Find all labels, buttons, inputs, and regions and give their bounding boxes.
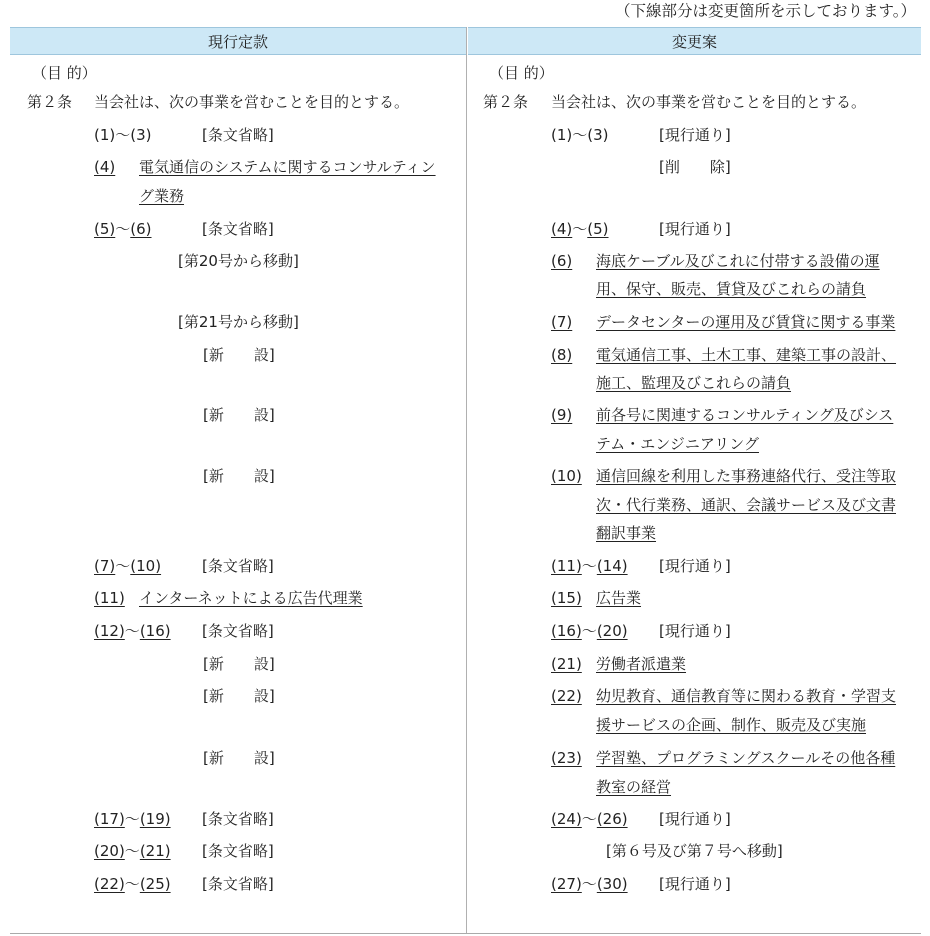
item-text: [条文省略] [202,810,274,828]
item-number: (9) [551,406,573,424]
item-text: [新 設] [203,467,275,485]
range-end: (30) [596,875,628,893]
item-text: [現行通り] [659,557,731,575]
section-title: （目 的） [32,64,97,82]
range-separator: 〜 [115,557,131,575]
range-start: (17) [94,810,125,828]
header-proposed: 変更案 [468,27,921,55]
item-text: [条文省略] [202,622,274,640]
item-text: [条文省略] [202,842,274,860]
item-text: 海底ケーブル及びこれに付帯する設備の運 [596,252,880,270]
item-text: 学習塾、プログラミングスクールその他各種 [596,749,896,767]
range-separator: 〜 [581,875,597,893]
item-text: テム・エンジニアリング [596,435,759,453]
item-text: [新 設] [203,749,275,767]
item-text: データセンターの運用及び賃貸に関する事業 [596,313,896,331]
range-start: (12) [94,622,125,640]
item-number-range [551,218,609,240]
item-number: (1)〜(3) [94,126,152,144]
item-text: [条文省略] [202,557,274,575]
range-start: (11) [551,557,582,575]
item-text: 援サービスの企画、制作、販売及び実施 [596,716,867,734]
header-current: 現行定款 [10,27,466,55]
item-number: (21) [551,655,582,673]
item-text: インターネットによる広告代理業 [139,589,363,607]
item-text: [削 除] [659,158,731,176]
item-number-range [551,620,628,642]
item-text: 翻訳事業 [596,524,657,542]
range-separator: 〜 [115,220,131,238]
item-text: [条文省略] [202,220,274,238]
range-separator: 〜 [581,810,597,828]
item-number-range [94,808,171,830]
item-text: 用、保守、販売、賃貸及びこれらの請負 [596,280,867,298]
article-number: 第２条 [27,93,73,111]
item-number: (23) [551,749,582,767]
range-separator: 〜 [124,810,140,828]
item-text: 電気通信工事、土木工事、建築工事の設計、 [596,346,897,364]
item-text: [条文省略] [202,126,274,144]
range-separator: 〜 [124,842,140,860]
item-text: [新 設] [203,346,275,364]
item-text: 次・代行業務、通訳、会議サービス及び文書 [596,496,897,514]
item-text: [現行通り] [659,126,731,144]
range-start: (4) [551,220,573,238]
item-text: 教室の経営 [596,778,672,796]
item-text: [現行通り] [659,810,731,828]
range-end: (14) [596,557,628,575]
item-text: [新 設] [203,406,275,424]
item-text: [新 設] [203,655,275,673]
range-end: (6) [130,220,152,238]
range-separator: 〜 [124,622,140,640]
range-separator: 〜 [581,557,597,575]
item-number: (10) [551,467,582,485]
article-number: 第２条 [483,93,529,111]
item-number: (22) [551,687,582,705]
item-number-range [94,873,171,895]
bottom-rule [10,933,921,934]
range-start: (16) [551,622,582,640]
range-end: (10) [130,557,162,575]
range-separator: 〜 [572,220,588,238]
item-number-range [94,620,171,642]
item-text: [第21号から移動] [178,313,299,331]
item-text: 施工、監理及びこれらの請負 [596,374,792,392]
item-number: (6) [551,252,573,270]
range-separator: 〜 [124,875,140,893]
item-number: (1)〜(3) [551,126,609,144]
range-end: (5) [587,220,609,238]
range-end: (16) [139,622,171,640]
item-number: (7) [551,313,573,331]
range-end: (26) [596,810,628,828]
item-text: グ業務 [139,187,185,205]
item-text: 前各号に関連するコンサルティング及びシス [596,406,894,424]
item-text: [現行通り] [659,875,731,893]
range-start: (7) [94,557,116,575]
article-text: 当会社は、次の事業を営むことを目的とする。 [94,93,410,111]
item-text: [現行通り] [659,220,731,238]
item-number: (15) [551,589,582,607]
range-start: (5) [94,220,116,238]
range-separator: 〜 [581,622,597,640]
item-number-range [551,873,628,895]
range-end: (21) [139,842,171,860]
item-text: 電気通信のシステムに関するコンサルティン [139,158,436,176]
item-number-range [551,555,628,577]
item-number: (8) [551,346,573,364]
article-text: 当会社は、次の事業を営むことを目的とする。 [551,93,867,111]
item-text: [第20号から移動] [178,252,299,270]
item-text: [現行通り] [659,622,731,640]
range-start: (20) [94,842,125,860]
range-end: (20) [596,622,628,640]
item-text: [条文省略] [202,875,274,893]
range-start: (27) [551,875,582,893]
section-title: （目 的） [489,64,554,82]
item-number: (4) [94,158,116,176]
item-text: 通信回線を利用した事務連絡代行、受注等取 [596,467,897,485]
item-number-range [94,555,161,577]
item-number-range [94,840,171,862]
item-text: [第６号及び第７号へ移動] [606,842,783,860]
column-divider [466,27,467,934]
item-text: 広告業 [596,589,642,607]
range-start: (22) [94,875,125,893]
item-text: 労働者派遣業 [596,655,687,673]
range-end: (19) [139,810,171,828]
change-note: （下線部分は変更箇所を示しております。） [614,2,916,20]
range-start: (24) [551,810,582,828]
item-text: [新 設] [203,687,275,705]
range-end: (25) [139,875,171,893]
item-number-range [94,218,152,240]
item-number: (11) [94,589,125,607]
item-text: 幼児教育、通信教育等に関わる教育・学習支 [596,687,897,705]
item-number-range [551,808,628,830]
